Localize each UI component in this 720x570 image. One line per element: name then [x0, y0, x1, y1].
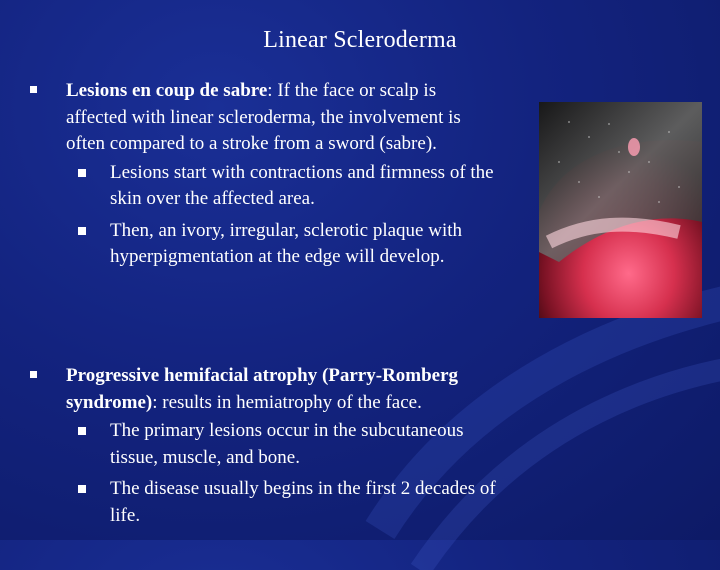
slide-title: Linear Scleroderma: [263, 27, 457, 53]
sub-bullet-text: Lesions start with contractions and firmness of the skin over the affected area.: [110, 161, 494, 209]
sub-bullet-square-icon: [78, 427, 86, 435]
bullet-2: [30, 363, 500, 529]
bullet-lead: Lesions en coup de sabre: [66, 80, 268, 101]
sub-bullet-square-icon: [78, 169, 86, 177]
clinical-photo: [539, 102, 702, 318]
sub-bullet-square-icon: [78, 485, 86, 493]
sub-bullet-text: Then, an ivory, irregular, sclerotic plaque with hyperpigmentation at the edge will develop.: [110, 219, 463, 267]
bullet-square-icon: [30, 86, 37, 93]
sub-bullet-square-icon: [78, 227, 86, 235]
sub-bullet-text: The primary lesions occur in the subcutaneous tissue, muscle, and bone.: [110, 420, 464, 468]
bullet-lead: Progressive hemifacial atrophy (Parry-Romberg syndrome): [66, 365, 459, 413]
sub-bullet-text: The disease usually begins in the first 2 decades of life.: [110, 478, 496, 526]
bullet-text: : If the face or scalp is affected with linear scleroderma, the involvement is often compared to a stroke from a sword (sabre).: [66, 80, 461, 154]
clinical-photo-image: [539, 102, 702, 318]
bullet-text: : results in hemiatrophy of the face.: [152, 391, 422, 413]
bullet-1: [30, 78, 500, 271]
bullet-square-icon: [30, 371, 37, 378]
